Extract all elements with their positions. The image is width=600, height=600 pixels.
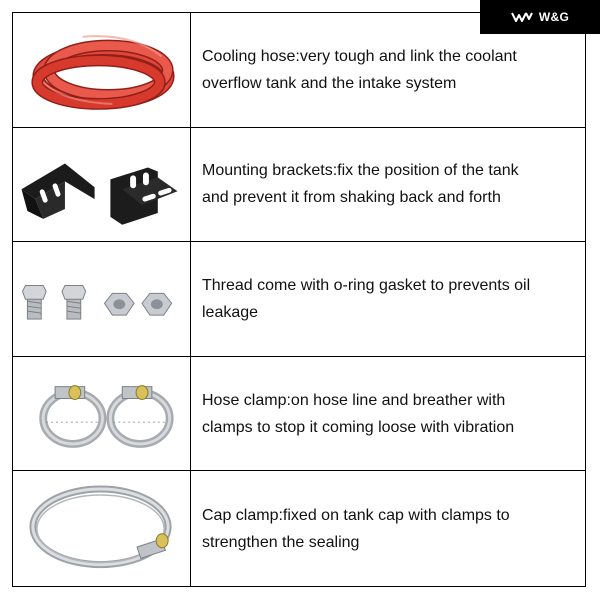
large-cap-clamp-icon	[13, 471, 190, 586]
red-coiled-hose-icon	[13, 13, 190, 127]
hose-clamp-description	[191, 357, 585, 472]
cooling-hose-text-line-1: Cooling hose:very tough and link the coolant	[202, 47, 517, 65]
mounting-brackets-image	[13, 128, 191, 243]
thread-description	[191, 242, 585, 357]
hose-clamps-image	[13, 357, 191, 472]
wg-logo-icon	[511, 11, 535, 23]
parts-table	[12, 12, 586, 587]
mounting-brackets-text-line-2: and prevent it from shaking back and forth	[202, 189, 501, 207]
bolts-and-nuts-icon	[13, 242, 190, 356]
thread-text-line-2: leakage	[202, 303, 259, 321]
small-hose-clamps-icon	[13, 357, 190, 471]
thread-text-line-1: Thread come with o-ring gasket to prevents oil	[202, 276, 531, 294]
bolts-and-nuts-image	[13, 242, 191, 357]
cap-clamp-text-line-2: strengthen the sealing	[202, 533, 360, 551]
hose-clamp-text-line-2: clamps to stop it coming loose with vibration	[202, 418, 515, 436]
cooling-hose-image	[13, 13, 191, 128]
brand-name: W&G	[538, 10, 570, 24]
cap-clamp-description	[191, 471, 585, 586]
cooling-hose-text-line-2: overflow tank and the intake system	[202, 74, 457, 92]
cap-clamp-image	[13, 471, 191, 586]
cap-clamp-text-line-1: Cap clamp:fixed on tank cap with clamps to	[202, 506, 510, 524]
mounting-brackets-description	[191, 128, 585, 243]
black-l-brackets-icon	[13, 128, 190, 242]
mounting-brackets-text-line-1: Mounting brackets:fix the position of the tank	[202, 162, 519, 180]
hose-clamp-text-line-1: Hose clamp:on hose line and breather with	[202, 391, 506, 409]
brand-badge	[480, 0, 600, 34]
